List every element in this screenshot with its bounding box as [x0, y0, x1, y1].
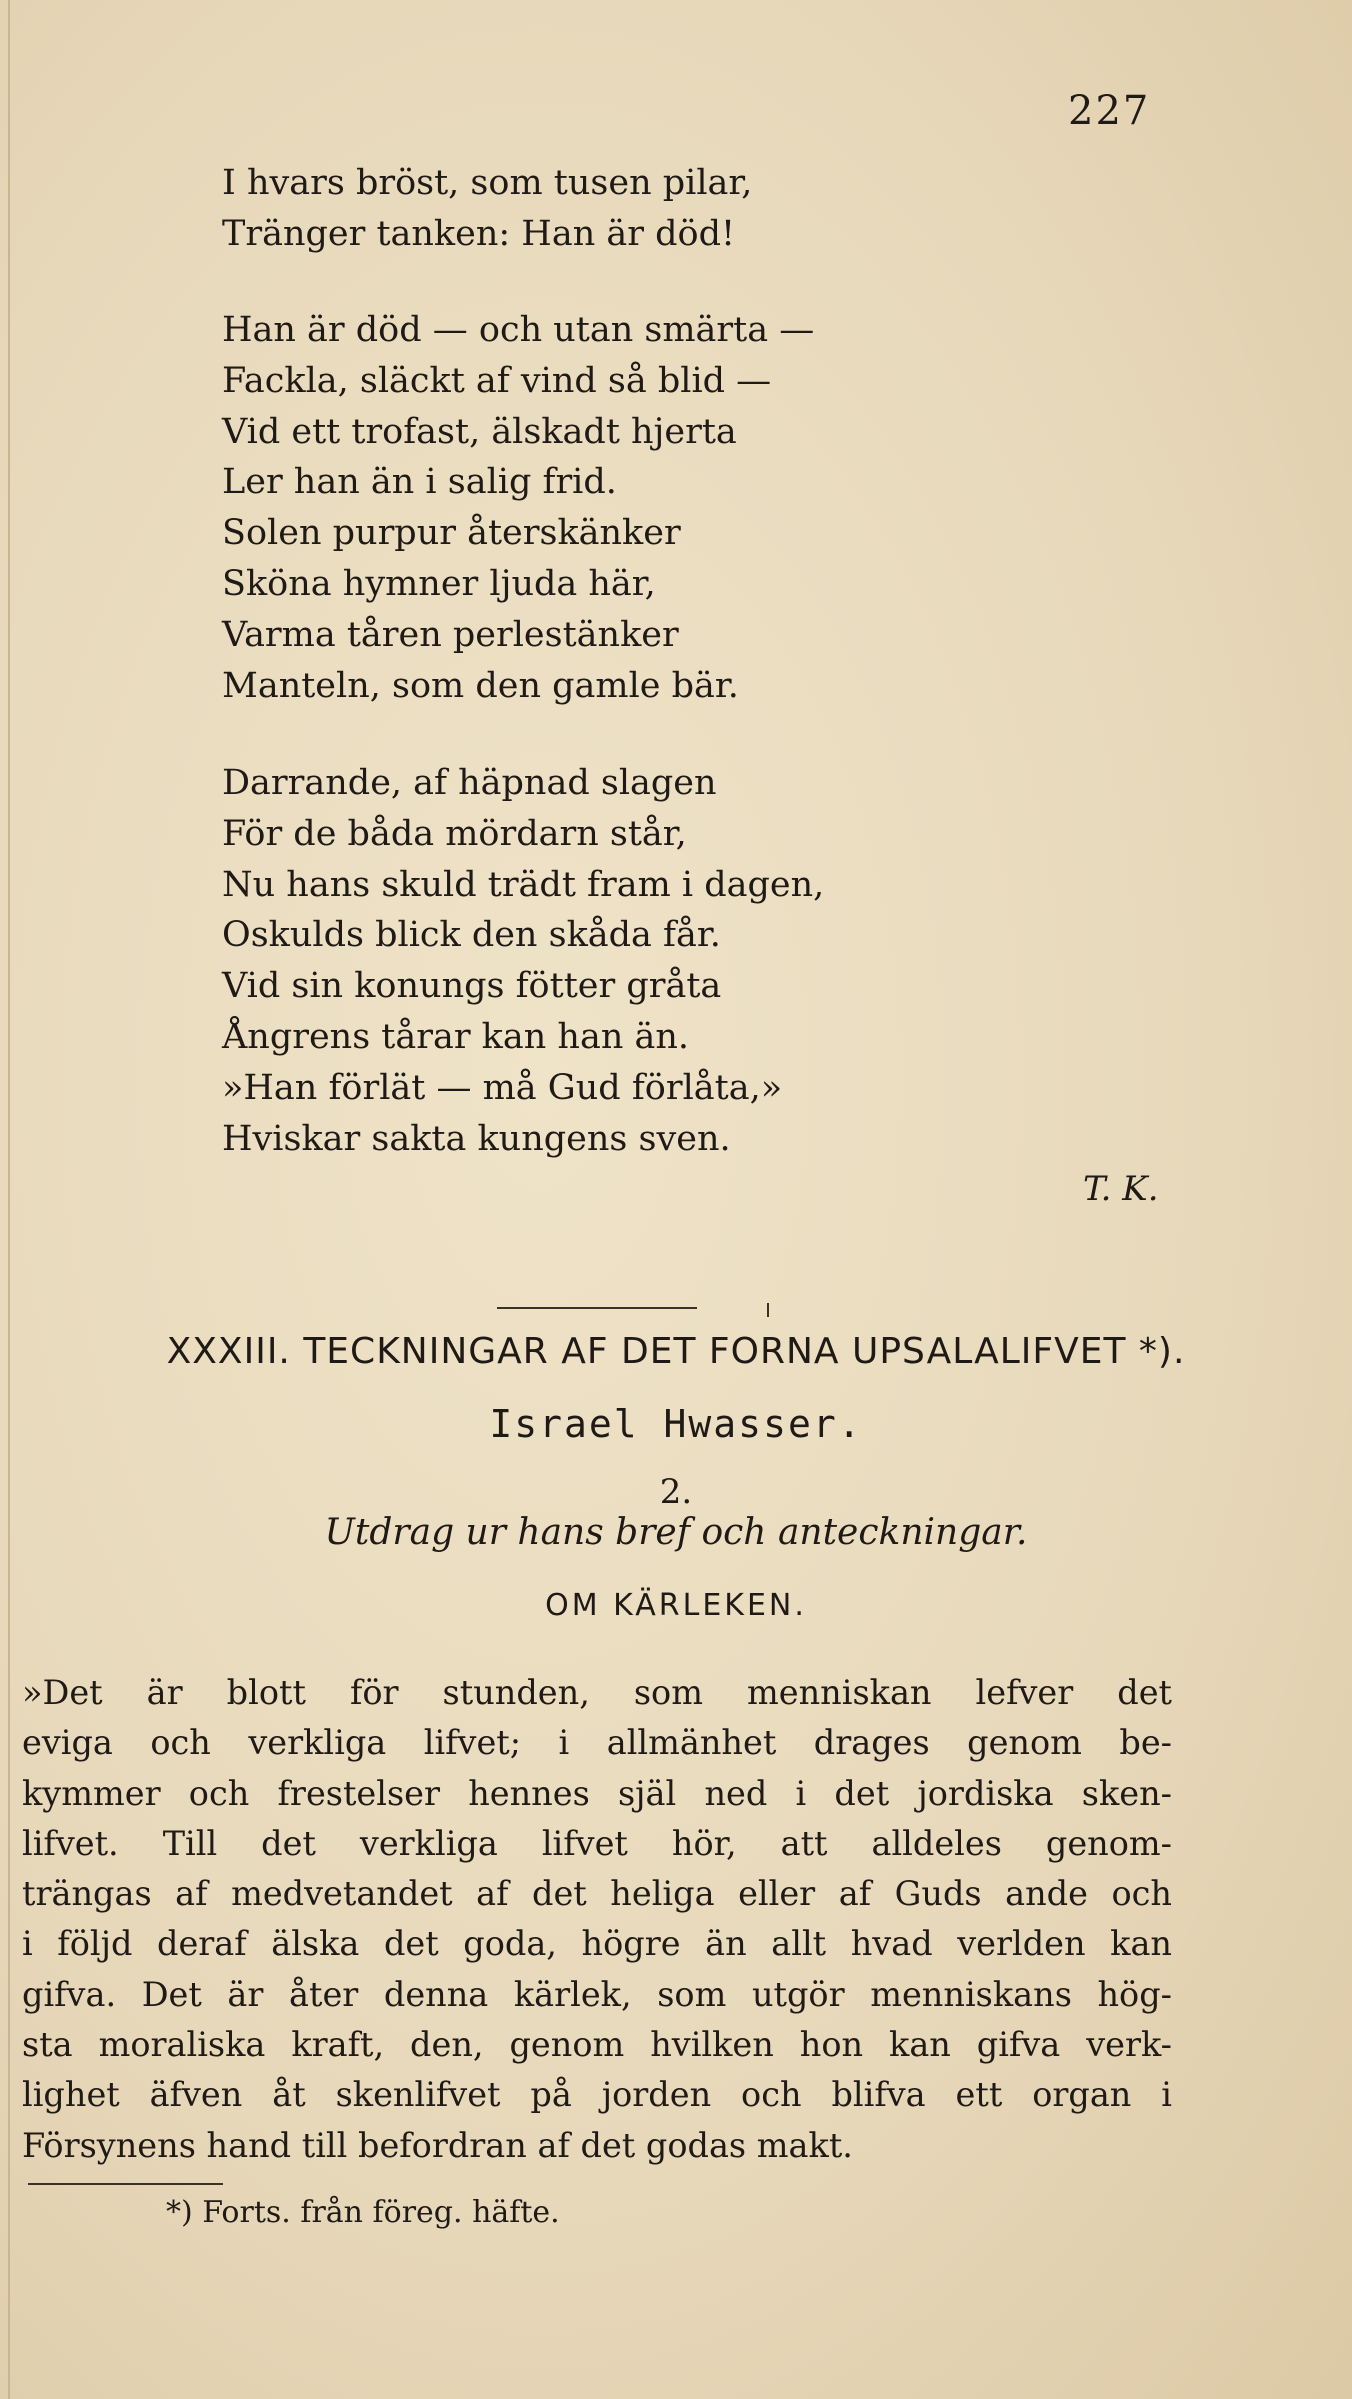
body-line: i följd deraf älska det goda, högre än allt hvad verlden kan: [22, 1924, 1172, 1964]
body-line: »Det är blott för stunden, som menniskan lefver det: [22, 1673, 1172, 1712]
verse-line: Tränger tanken: Han är död!: [222, 213, 736, 254]
page-number: 227: [1068, 88, 1151, 134]
poem-stanza-1: [222, 158, 752, 260]
body-line: trängas af medvetandet af det heliga eller af Guds ande och: [22, 1874, 1172, 1914]
poem-signature: T. K.: [1083, 1169, 1159, 1209]
body-line: kymmer och frestelser hennes själ ned i det jordiska sken-: [22, 1773, 1172, 1813]
footnote-rule: [28, 2183, 223, 2185]
part-number: 2.: [659, 1472, 693, 1512]
poem-stanza-2: [222, 305, 814, 711]
body-paragraph: [22, 1668, 1172, 2171]
verse-line: Solen purpur återskänker: [222, 513, 681, 554]
body-line: lighet äfven åt skenlifvet på jorden och blifva ett organ i: [22, 2075, 1172, 2115]
verse-line: Manteln, som den gamle bär.: [222, 665, 739, 706]
section-heading: XXXIII. TECKNINGAR AF DET FORNA UPSALALIFVET *).: [166, 1331, 1186, 1372]
verse-line: Ångrens tårar kan han än.: [222, 1016, 690, 1057]
author-name: Israel Hwasser.: [489, 1402, 863, 1446]
page-edge: [8, 0, 10, 2399]
body-line: sta moraliska kraft, den, genom hvilken hon kan gifva verk-: [22, 2025, 1172, 2065]
verse-line: Fackla, släckt af vind så blid —: [222, 360, 772, 401]
poem-stanza-3: [222, 758, 824, 1164]
divider-mark: [767, 1303, 769, 1317]
verse-line: Han är död — och utan smärta —: [222, 310, 815, 350]
verse-line: Ler han än i salig frid.: [222, 462, 617, 503]
verse-line: Nu hans skuld trädt fram i dagen,: [222, 864, 825, 905]
verse-line: I hvars bröst, som tusen pilar,: [222, 163, 753, 203]
verse-line: Sköna hymner ljuda här,: [222, 563, 656, 604]
verse-line: Vid sin konungs fötter gråta: [222, 966, 722, 1007]
subtitle: Utdrag ur hans bref och anteckningar.: [324, 1512, 1028, 1553]
verse-line: Hviskar sakta kungens sven.: [222, 1118, 731, 1159]
section-divider: [497, 1303, 697, 1317]
verse-line: Darrande, af häpnad slagen: [222, 763, 717, 803]
verse-line: Vid ett trofast, älskadt hjerta: [222, 411, 737, 452]
body-line: eviga och verkliga lifvet; i allmänhet drages genom be-: [22, 1723, 1172, 1763]
verse-line: För de båda mördarn står,: [222, 813, 687, 854]
body-line: Försynens hand till befordran af det godas makt.: [22, 2125, 853, 2165]
body-line: lifvet. Till det verkliga lifvet hör, att alldeles genom-: [22, 1823, 1172, 1863]
verse-line: Oskulds blick den skåda får.: [222, 915, 721, 956]
verse-line: »Han förlät — må Gud förlåta,»: [222, 1067, 783, 1108]
divider-rule: [497, 1307, 697, 1309]
body-line: gifva. Det är åter denna kärlek, som utgör menniskans hög-: [22, 1974, 1172, 2014]
verse-line: Varma tåren perlestänker: [222, 614, 679, 655]
footnote: *) Forts. från föreg. häfte.: [166, 2195, 560, 2230]
topic-heading: OM KÄRLEKEN.: [545, 1588, 807, 1623]
